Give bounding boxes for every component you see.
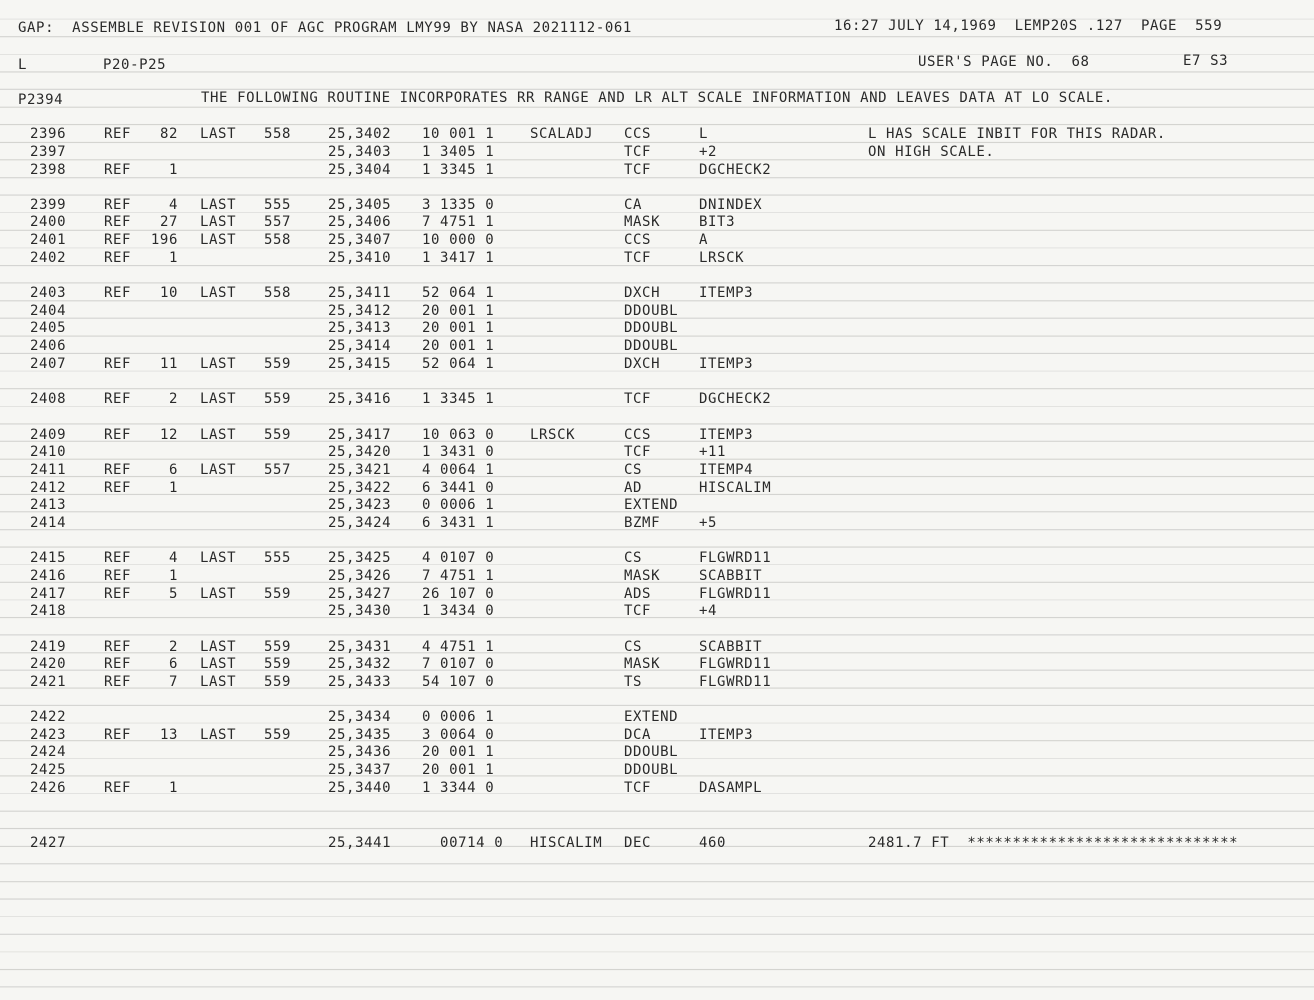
opcode: TCF	[624, 391, 652, 407]
line-number: 2402	[30, 250, 67, 266]
ref-tag: REF	[104, 586, 132, 602]
ref-count: 13	[159, 727, 178, 743]
intro-text: THE FOLLOWING ROUTINE INCORPORATES RR RANGE AND LR ALT SCALE INFORMATION AND LEAVES DATA AT LO SCALE.	[201, 90, 1113, 106]
machine-code: 7 4751 1	[422, 568, 495, 584]
operand: A	[699, 232, 709, 248]
comment: 2481.7 FT ******************************	[868, 835, 1239, 851]
machine-code: 00714 0	[422, 835, 504, 851]
address: 25,3437	[328, 762, 392, 778]
ref-count: 6	[168, 656, 178, 672]
address: 25,3432	[328, 656, 392, 672]
machine-code: 54 107 0	[422, 674, 495, 690]
last-tag: LAST	[200, 462, 237, 478]
opcode: DDOUBL	[624, 744, 679, 760]
line-number: 2418	[30, 603, 67, 619]
opcode: AD	[624, 480, 643, 496]
ref-count: 4	[168, 197, 178, 213]
last-tag: LAST	[200, 285, 237, 301]
machine-code: 20 001 1	[422, 744, 495, 760]
line-number: 2397	[30, 144, 67, 160]
last-tag: LAST	[200, 656, 237, 672]
line-number: 2426	[30, 780, 67, 796]
last-tag: LAST	[200, 214, 237, 230]
machine-code: 4 0064 1	[422, 462, 495, 478]
last-page: 558	[264, 126, 292, 142]
ref-tag: REF	[104, 550, 132, 566]
operand: FLGWRD11	[699, 674, 772, 690]
machine-code: 10 063 0	[422, 427, 495, 443]
last-tag: LAST	[200, 727, 237, 743]
user-page-number: USER'S PAGE NO. 68	[918, 54, 1090, 70]
ref-tag: REF	[104, 780, 132, 796]
opcode: DXCH	[624, 356, 661, 372]
opcode: TCF	[624, 444, 652, 460]
ref-count: 10	[159, 285, 178, 301]
last-tag: LAST	[200, 639, 237, 655]
ref-count: 5	[168, 586, 178, 602]
address: 25,3427	[328, 586, 392, 602]
ref-tag: REF	[104, 250, 132, 266]
ref-count: 7	[168, 674, 178, 690]
opcode: TCF	[624, 780, 652, 796]
ref-tag: REF	[104, 162, 132, 178]
symbol-label: HISCALIM	[530, 835, 603, 851]
last-tag: LAST	[200, 197, 237, 213]
opcode: CS	[624, 550, 643, 566]
line-number: 2417	[30, 586, 67, 602]
line-number: 2409	[30, 427, 67, 443]
operand: L	[699, 126, 709, 142]
address: 25,3405	[328, 197, 392, 213]
last-page: 557	[264, 214, 292, 230]
ref-tag: REF	[104, 656, 132, 672]
operand: HISCALIM	[699, 480, 772, 496]
address: 25,3422	[328, 480, 392, 496]
opcode: EXTEND	[624, 709, 679, 725]
ref-count: 6	[168, 462, 178, 478]
machine-code: 52 064 1	[422, 285, 495, 301]
machine-code: 1 3405 1	[422, 144, 495, 160]
operand: SCABBIT	[699, 568, 763, 584]
line-number: 2408	[30, 391, 67, 407]
comment: L HAS SCALE INBIT FOR THIS RADAR.	[868, 126, 1166, 142]
ref-tag: REF	[104, 639, 132, 655]
intro-line-number: P2394	[18, 92, 64, 108]
last-page: 555	[264, 550, 292, 566]
line-number: 2398	[30, 162, 67, 178]
opcode: CCS	[624, 427, 652, 443]
symbol-label: SCALADJ	[530, 126, 594, 142]
last-page: 559	[264, 639, 292, 655]
last-tag: LAST	[200, 427, 237, 443]
ref-count: 11	[159, 356, 178, 372]
last-tag: LAST	[200, 550, 237, 566]
address: 25,3411	[328, 285, 392, 301]
address: 25,3435	[328, 727, 392, 743]
opcode: CS	[624, 639, 643, 655]
address: 25,3404	[328, 162, 392, 178]
line-number: 2422	[30, 709, 67, 725]
opcode: DDOUBL	[624, 303, 679, 319]
machine-code: 1 3345 1	[422, 162, 495, 178]
ref-count: 12	[159, 427, 178, 443]
machine-code: 0 0006 1	[422, 709, 495, 725]
machine-code: 0 0006 1	[422, 497, 495, 513]
ref-tag: REF	[104, 197, 132, 213]
address: 25,3413	[328, 320, 392, 336]
opcode: BZMF	[624, 515, 661, 531]
ref-count: 2	[168, 391, 178, 407]
address: 25,3441	[328, 835, 392, 851]
address: 25,3424	[328, 515, 392, 531]
address: 25,3414	[328, 338, 392, 354]
line-number: 2427	[30, 835, 67, 851]
line-number: 2421	[30, 674, 67, 690]
opcode: CS	[624, 462, 643, 478]
operand: BIT3	[699, 214, 736, 230]
operand: ITEMP3	[699, 427, 754, 443]
page-code: E7 S3	[1183, 53, 1229, 69]
opcode: EXTEND	[624, 497, 679, 513]
ref-count: 27	[159, 214, 178, 230]
machine-code: 1 3345 1	[422, 391, 495, 407]
line-number: 2415	[30, 550, 67, 566]
machine-code: 20 001 1	[422, 320, 495, 336]
ref-count: 1	[168, 568, 178, 584]
address: 25,3420	[328, 444, 392, 460]
header-left: GAP: ASSEMBLE REVISION 001 OF AGC PROGRAM LMY99 BY NASA 2021112-061	[18, 20, 632, 36]
line-number: 2414	[30, 515, 67, 531]
ref-count: 82	[159, 126, 178, 142]
machine-code: 6 3441 0	[422, 480, 495, 496]
symbol-label: LRSCK	[530, 427, 576, 443]
opcode: TCF	[624, 144, 652, 160]
machine-code: 4 0107 0	[422, 550, 495, 566]
operand: LRSCK	[699, 250, 745, 266]
machine-code: 1 3344 0	[422, 780, 495, 796]
address: 25,3407	[328, 232, 392, 248]
last-page: 559	[264, 356, 292, 372]
listing-type: L	[18, 57, 28, 73]
operand: +5	[699, 515, 718, 531]
line-number: 2400	[30, 214, 67, 230]
address: 25,3410	[328, 250, 392, 266]
last-page: 558	[264, 232, 292, 248]
operand: ITEMP3	[699, 727, 754, 743]
machine-code: 6 3431 1	[422, 515, 495, 531]
machine-code: 1 3434 0	[422, 603, 495, 619]
operand: ITEMP3	[699, 356, 754, 372]
machine-code: 10 000 0	[422, 232, 495, 248]
address: 25,3440	[328, 780, 392, 796]
address: 25,3431	[328, 639, 392, 655]
line-number: 2410	[30, 444, 67, 460]
opcode: TS	[624, 674, 643, 690]
last-tag: LAST	[200, 586, 237, 602]
ref-count: 2	[168, 639, 178, 655]
last-page: 559	[264, 656, 292, 672]
last-page: 557	[264, 462, 292, 478]
last-tag: LAST	[200, 674, 237, 690]
line-number: 2399	[30, 197, 67, 213]
operand: +4	[699, 603, 718, 619]
opcode: DXCH	[624, 285, 661, 301]
line-number: 2416	[30, 568, 67, 584]
machine-code: 10 001 1	[422, 126, 495, 142]
line-number: 2405	[30, 320, 67, 336]
machine-code: 1 3417 1	[422, 250, 495, 266]
address: 25,3421	[328, 462, 392, 478]
address: 25,3425	[328, 550, 392, 566]
line-number: 2401	[30, 232, 67, 248]
address: 25,3415	[328, 356, 392, 372]
opcode: TCF	[624, 162, 652, 178]
ref-tag: REF	[104, 727, 132, 743]
opcode: DDOUBL	[624, 320, 679, 336]
ref-tag: REF	[104, 568, 132, 584]
machine-code: 20 001 1	[422, 338, 495, 354]
line-number: 2403	[30, 285, 67, 301]
ref-tag: REF	[104, 480, 132, 496]
opcode: DDOUBL	[624, 762, 679, 778]
ref-count: 1	[168, 780, 178, 796]
ref-count: 1	[168, 480, 178, 496]
line-number: 2407	[30, 356, 67, 372]
operand: +11	[699, 444, 727, 460]
last-tag: LAST	[200, 391, 237, 407]
operand: SCABBIT	[699, 639, 763, 655]
opcode: DCA	[624, 727, 652, 743]
opcode: TCF	[624, 250, 652, 266]
line-number: 2412	[30, 480, 67, 496]
ref-tag: REF	[104, 462, 132, 478]
operand: FLGWRD11	[699, 656, 772, 672]
operand: DGCHECK2	[699, 391, 772, 407]
ref-tag: REF	[104, 427, 132, 443]
last-page: 555	[264, 197, 292, 213]
comment: ON HIGH SCALE.	[868, 144, 995, 160]
ref-tag: REF	[104, 674, 132, 690]
address: 25,3406	[328, 214, 392, 230]
machine-code: 7 0107 0	[422, 656, 495, 672]
operand: FLGWRD11	[699, 550, 772, 566]
opcode: TCF	[624, 603, 652, 619]
opcode: DEC	[624, 835, 652, 851]
line-number: 2425	[30, 762, 67, 778]
ref-count: 1	[168, 162, 178, 178]
address: 25,3433	[328, 674, 392, 690]
line-number: 2406	[30, 338, 67, 354]
last-page: 558	[264, 285, 292, 301]
header-right: 16:27 JULY 14,1969 LEMP20S .127 PAGE 559	[834, 18, 1223, 34]
line-number: 2419	[30, 639, 67, 655]
ref-tag: REF	[104, 285, 132, 301]
machine-code: 1 3431 0	[422, 444, 495, 460]
address: 25,3412	[328, 303, 392, 319]
line-number: 2420	[30, 656, 67, 672]
machine-code: 3 0064 0	[422, 727, 495, 743]
opcode: MASK	[624, 568, 661, 584]
ref-tag: REF	[104, 391, 132, 407]
line-number: 2424	[30, 744, 67, 760]
line-number: 2396	[30, 126, 67, 142]
opcode: MASK	[624, 214, 661, 230]
operand: ITEMP4	[699, 462, 754, 478]
ref-tag: REF	[104, 126, 132, 142]
operand: DGCHECK2	[699, 162, 772, 178]
machine-code: 52 064 1	[422, 356, 495, 372]
ref-tag: REF	[104, 214, 132, 230]
opcode: CCS	[624, 232, 652, 248]
machine-code: 26 107 0	[422, 586, 495, 602]
operand: DNINDEX	[699, 197, 763, 213]
operand: ITEMP3	[699, 285, 754, 301]
machine-code: 20 001 1	[422, 303, 495, 319]
ref-tag: REF	[104, 356, 132, 372]
line-number: 2413	[30, 497, 67, 513]
address: 25,3417	[328, 427, 392, 443]
address: 25,3423	[328, 497, 392, 513]
line-number: 2423	[30, 727, 67, 743]
last-tag: LAST	[200, 232, 237, 248]
opcode: CCS	[624, 126, 652, 142]
opcode: ADS	[624, 586, 652, 602]
last-tag: LAST	[200, 356, 237, 372]
address: 25,3434	[328, 709, 392, 725]
operand: +2	[699, 144, 718, 160]
last-page: 559	[264, 427, 292, 443]
ref-count: 196	[150, 232, 178, 248]
line-number: 2411	[30, 462, 67, 478]
address: 25,3436	[328, 744, 392, 760]
last-page: 559	[264, 391, 292, 407]
opcode: CA	[624, 197, 643, 213]
ref-count: 1	[168, 250, 178, 266]
ref-tag: REF	[104, 232, 132, 248]
operand: DASAMPL	[699, 780, 763, 796]
address: 25,3402	[328, 126, 392, 142]
machine-code: 7 4751 1	[422, 214, 495, 230]
machine-code: 20 001 1	[422, 762, 495, 778]
machine-code: 4 4751 1	[422, 639, 495, 655]
address: 25,3416	[328, 391, 392, 407]
section-title: P20-P25	[103, 57, 167, 73]
operand: FLGWRD11	[699, 586, 772, 602]
line-number: 2404	[30, 303, 67, 319]
address: 25,3403	[328, 144, 392, 160]
last-page: 559	[264, 674, 292, 690]
ref-count: 4	[168, 550, 178, 566]
opcode: DDOUBL	[624, 338, 679, 354]
opcode: MASK	[624, 656, 661, 672]
operand: 460	[699, 835, 727, 851]
address: 25,3430	[328, 603, 392, 619]
last-page: 559	[264, 586, 292, 602]
address: 25,3426	[328, 568, 392, 584]
last-tag: LAST	[200, 126, 237, 142]
last-page: 559	[264, 727, 292, 743]
machine-code: 3 1335 0	[422, 197, 495, 213]
